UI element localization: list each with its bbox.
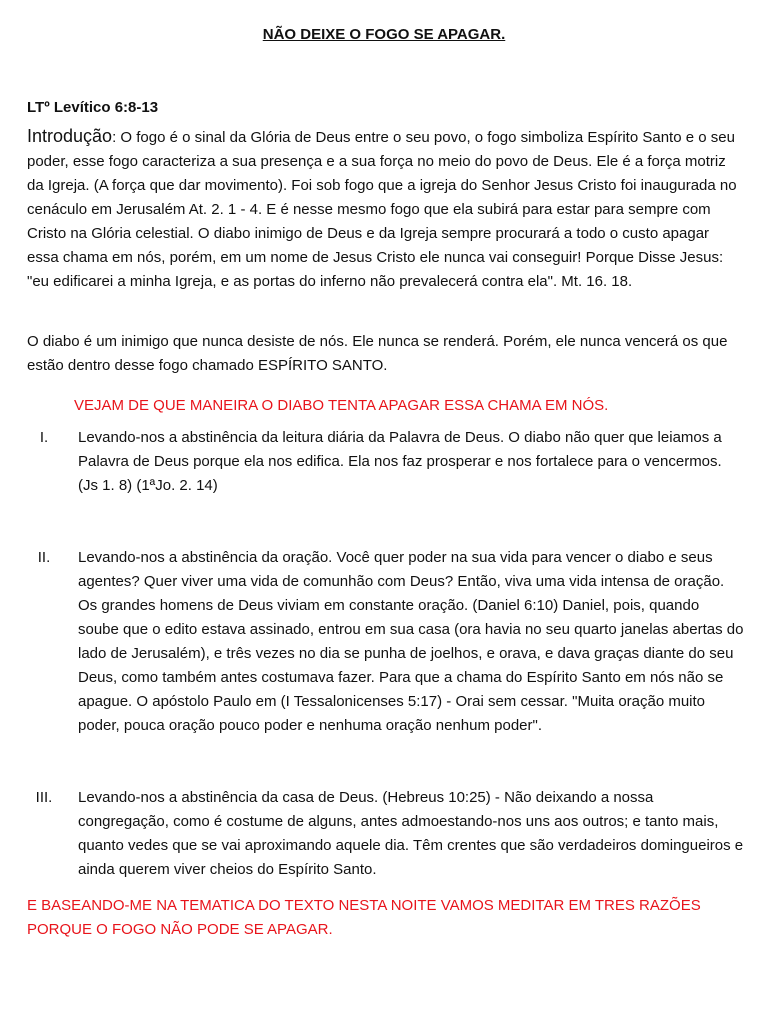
intro-paragraph bbox=[27, 124, 743, 294]
scripture-reference: LTº Levítico 6:8-13 bbox=[27, 99, 159, 116]
list-numeral: I. bbox=[39, 429, 49, 446]
list-item-text: Levando-nos a abstinência da leitura diária da Palavra de Deus. O diabo não quer que leiamos a Palavra de Deus porque ela nos edifica. Ela nos faz prosperar e nos fortalece para o vencermos. (Js 1. 8) (1ªJo. 2. 14) bbox=[78, 429, 722, 494]
intro-text: : O fogo é o sinal da Glória de Deus entre o seu povo, o fogo simboliza Espírito Santo e o seu poder, esse fogo caracteriza a sua presença e a sua força no meio do povo de Deus. Ele é a força motriz da Igreja. (A força que dar movimento). Foi sob fogo que a igreja do Senhor Jesus Cristo foi inaugurada no cenáculo em Jerusalém At. 2. 1 - 4. E é nesse mesmo fogo que ela subirá para estar para sempre com Cristo na Glória celestial. O diabo inimigo de Deus e da Igreja sempre procurará a todo o custo apagar essa chama em nós, porém, em um nome de Jesus Cristo ele nunca vai conseguir! Porque Disse Jesus: "eu edificarei a minha Igreja, e as portas do inferno não prevalecerá contra ela". Mt. 16. 18. bbox=[27, 129, 737, 290]
list-numeral: II. bbox=[37, 549, 51, 566]
paragraph-2: O diabo é um inimigo que nunca desiste de nós. Ele nunca se renderá. Porém, ele nunca vencerá os que estão dentro desse fogo chamado ESPÍRITO SANTO. bbox=[27, 333, 728, 374]
intro-heading: Introdução bbox=[27, 126, 113, 146]
list-numeral: III. bbox=[35, 789, 53, 806]
list-item-text: Levando-nos a abstinência da oração. Você quer poder na sua vida para vencer o diabo e seus agentes? Quer viver uma vida de comunhão com Deus? Então, viva uma vida intensa de oração. Os grandes homens de Deus viviam em constante oração. (Daniel 6:10) Daniel, pois, quando soube que o edito estava assinado, entrou em sua casa (ora havia no seu quarto janelas abertas do lado de Jerusalém), e três vezes no dia se punha de joelhos, e orava, e dava graças diante do seu Deus, como também antes costumava fazer. Para que a chama do Espírito Santo em nós não se apague. O apóstolo Paulo em (I Tessalonicenses 5:17) - Orai sem cessar. "Muita oração muito poder, pouca oração pouco poder e nenhuma oração nenhum poder". bbox=[78, 549, 744, 734]
closing-statement: E BASEANDO-ME NA TEMATICA DO TEXTO NESTA NOITE VAMOS MEDITAR EM TRES RAZÕES PORQUE O FOGO NÃO PODE SE APAGAR. bbox=[27, 897, 701, 938]
document-title: NÃO DEIXE O FOGO SE APAGAR. bbox=[262, 26, 506, 43]
list-item-text: Levando-nos a abstinência da casa de Deus. (Hebreus 10:25) - Não deixando a nossa congregação, como é costume de alguns, antes admoestando-nos uns aos outros; e tanto mais, quanto vedes que se vai aproximando aquele dia. Têm crentes que são verdadeiros domingueiros e ainda querem viver cheios do Espírito Santo. bbox=[78, 789, 744, 878]
callout-heading: VEJAM DE QUE MANEIRA O DIABO TENTA APAGAR ESSA CHAMA EM NÓS. bbox=[74, 397, 609, 414]
